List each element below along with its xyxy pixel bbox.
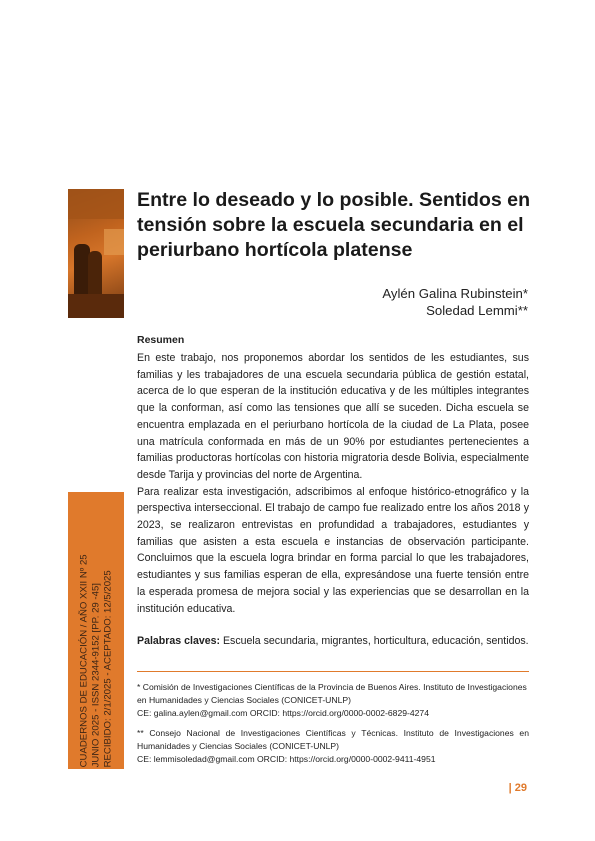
photo-shape [68, 189, 124, 219]
keywords [137, 633, 529, 649]
footnote-affiliation: ** Consejo Nacional de Investigaciones Científicas y Técnicas. Instituto de Investigaciones en Humanidades y Ciencias Sociales (CONICET-UNLP) [137, 728, 529, 752]
header-photo [68, 189, 124, 318]
photo-shape [68, 294, 124, 318]
abstract-paragraph: Para realizar esta investigación, adscribimos al enfoque histórico-etnográfico y la perspectiva interseccional. El trabajo de campo fue realizado entre los años 2018 y 2023, se realizaron entrevistas en profundidad a trabajadores, estudiantes y familias que asisten a esta escuela e instancias de observación participante. Concluimos que la escuela logra brindar en forma parcial lo que les trabajadores, estudiantes y sus familias esperan de ella, expresándose una fuerte tensión entre la esperada promesa de mejora social y las experiencias que se desarrollan en la institución educativa. [137, 485, 529, 615]
footnote-divider [137, 671, 529, 672]
keywords-text: Escuela secundaria, migrantes, horticultura, educación, sentidos. [220, 635, 529, 647]
footnote-affiliation: * Comisión de Investigaciones Científicas de la Provincia de Buenos Aires. Instituto de Investigaciones en Humanidades y Ciencias Sociales (CONICET-UNLP) [137, 682, 527, 705]
journal-info-line: JUNIO 2025 - ISSN 2344-9152 [PP. 29 -45] [90, 582, 102, 767]
photo-figure [88, 251, 102, 299]
footnote [137, 727, 529, 765]
journal-info-line: RECIBIDO: 2/1/2025 - ACEPTADO: 12/5/2025 [102, 569, 114, 767]
footnote [137, 681, 529, 719]
author-list [382, 285, 528, 319]
footnote-contact: CE: galina.aylen@gmail.com ORCID: https://orcid.org/0000-0002-6829-4274 [137, 707, 429, 718]
photo-shape [104, 229, 124, 255]
journal-info [79, 497, 114, 767]
footnote-contact: CE: lemmisoledad@gmail.com ORCID: https://orcid.org/0000-0002-9411-4951 [137, 753, 436, 764]
page-number: | 29 [508, 782, 527, 794]
author-name: Soledad Lemmi** [426, 303, 528, 318]
abstract-heading: Resumen [137, 334, 185, 346]
keywords-label: Palabras claves: [137, 635, 221, 647]
footnotes [137, 681, 529, 774]
abstract-body [137, 350, 529, 617]
abstract-paragraph: En este trabajo, nos proponemos abordar los sentidos de les estudiantes, sus familias y les trabajadores de una escuela secundaria pública de gestión estatal, acerca de lo que esperan de la institución educativa y de les múltiples integrantes que la conforman, así como las tensiones que allí se suceden. Dicha escuela se encuentra emplazada en el periurbano hortícola de la ciudad de La Plata, posee una matrícula conformada en más de un 90% por estudiantes pertenecientes a familias productoras hortícolas con historia migratoria desde Bolivia, especialmente desde Tarija y provincias del norte de Argentina. [137, 352, 529, 481]
author-name: Aylén Galina Rubinstein* [382, 286, 528, 301]
journal-sidebar [68, 492, 124, 769]
article-title: Entre lo deseado y lo posible. Sentidos en tensión sobre la escuela secundaria en el periurbano hortícola platense [137, 189, 531, 261]
journal-info-line: CUADERNOS DE EDUCACIÓN / AÑO XXII Nº 25 [78, 553, 90, 767]
